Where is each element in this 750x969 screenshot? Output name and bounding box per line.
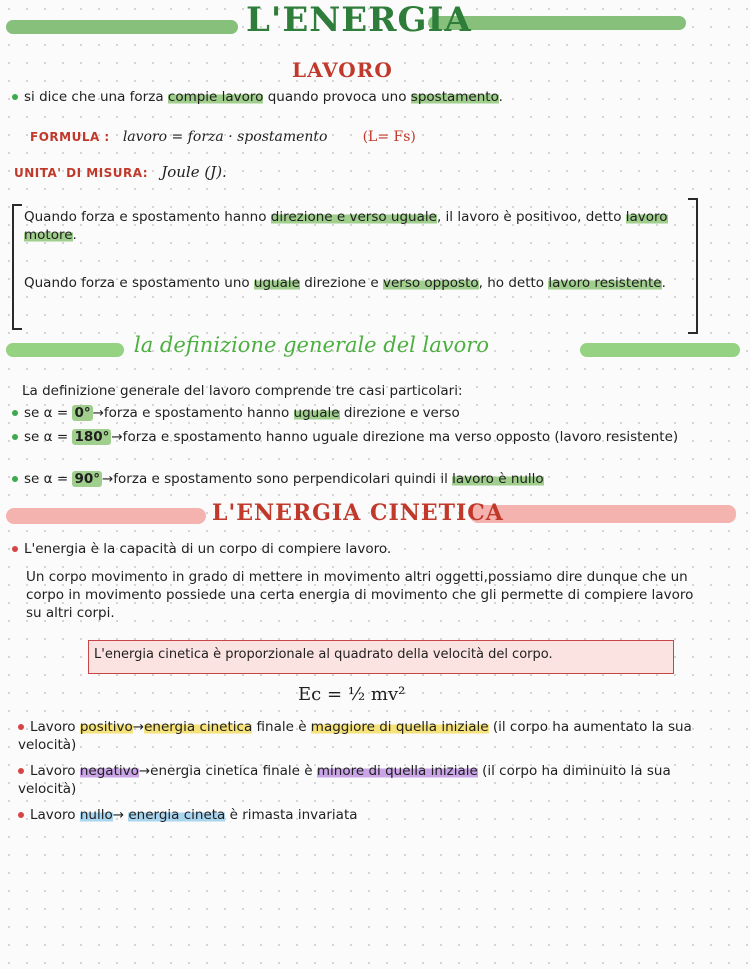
- unit-text: Joule (J).: [161, 163, 227, 181]
- highlight: nullo: [79, 807, 113, 823]
- highlight: verso opposto: [382, 275, 479, 291]
- definizione-bar-left: [6, 343, 124, 357]
- highlight: energia cinetica: [144, 719, 253, 735]
- highlight: uguale: [253, 275, 300, 291]
- highlight: lavoro motore: [24, 209, 668, 243]
- bullet-dot: [12, 476, 18, 482]
- highlight: lavoro resistente: [548, 275, 662, 291]
- bullet-dot: [18, 812, 24, 818]
- header-bar-left: [6, 20, 238, 34]
- bullet-dot: [18, 724, 24, 730]
- definizione-intro: La definizione generale del lavoro comprende tre casi particolari:: [22, 383, 463, 399]
- highlight: direzione e verso uguale: [270, 209, 437, 225]
- highlight: spostamento: [410, 89, 499, 105]
- cinetica-key-text: L'energia cinetica è proporzionale al quadrato della velocità del corpo.: [94, 647, 553, 662]
- formula-label: FORMULA :: [30, 130, 110, 144]
- highlight: compie lavoro: [167, 89, 264, 105]
- cinetica-bar-left: [6, 508, 206, 524]
- highlight: negativo: [79, 763, 139, 779]
- box-paragraph-2: Quando forza e spostamento uno uguale direzione e verso opposto, ho detto lavoro resistente.: [24, 275, 666, 291]
- highlight: minore di quella iniziale: [316, 763, 478, 779]
- angle-badge: 180°: [74, 429, 110, 445]
- case-90-degrees: se α = 90° →forza e spostamento sono perpendicolari quindi il lavoro è nullo: [12, 470, 732, 488]
- section-title-definizione: la definizione generale del lavoro: [134, 333, 489, 357]
- angle-badge: 90°: [74, 471, 100, 487]
- bullet-dot: [18, 768, 24, 774]
- box-paragraph-1: Quando forza e spostamento hanno direzione e verso uguale, il lavoro è positivoo, detto lavoro motore.: [24, 209, 668, 243]
- section-title-cinetica: L'ENERGIA CINETICA: [212, 500, 504, 526]
- case-180-degrees: se α = 180° →forza e spostamento hanno uguale direzione ma verso opposto (lavoro resistente): [12, 428, 728, 446]
- formula-short: (L= Fs): [362, 129, 416, 145]
- highlight: uguale: [293, 405, 340, 421]
- cinetica-item-positivo: Lavoro positivo→energia cinetica finale è maggiore di quella iniziale (il corpo ha aumentato la sua velocità): [18, 719, 692, 753]
- case-0-degrees: se α = 0° →forza e spostamento hanno uguale direzione e verso: [12, 404, 732, 422]
- definizione-bar-right: [580, 343, 740, 357]
- bracket-left: [12, 204, 22, 330]
- bullet-dot: [12, 546, 18, 552]
- lavoro-intro: si dice che una forza compie lavoro quando provoca uno spostamento.: [12, 88, 732, 106]
- cinetica-formula: Ec = ½ mv²: [298, 684, 406, 705]
- unit-label: UNITA' DI MISURA:: [14, 166, 149, 180]
- unit-row: [14, 162, 514, 181]
- cinetica-definition: L'energia è la capacità di un corpo di compiere lavoro.: [12, 540, 732, 558]
- highlight: maggiore di quella iniziale: [310, 719, 489, 735]
- page-title: L'ENERGIA: [246, 0, 472, 40]
- formula-row: [30, 126, 630, 145]
- cinetica-item-nullo: Lavoro nullo→ energia cineta è rimasta invariata: [18, 806, 730, 824]
- bullet-dot: [12, 410, 18, 416]
- cinetica-item-negativo: Lavoro negativo→energia cinetica finale è minore di quella iniziale (il corpo ha diminuito la sua velocità): [18, 763, 671, 797]
- highlight: positivo: [79, 719, 133, 735]
- cinetica-bar-right: [470, 505, 736, 523]
- highlight: lavoro è nullo: [452, 471, 544, 487]
- section-title-lavoro: LAVORO: [292, 58, 393, 82]
- angle-badge: 0°: [74, 405, 91, 421]
- highlight: energia cineta: [128, 807, 226, 823]
- formula-text: lavoro = forza · spostamento: [122, 129, 328, 145]
- cinetica-paragraph: Un corpo movimento in grado di mettere in movimento altri oggetti,possiamo dire dunque che un corpo in movimento possiede una certa energia di movimento che gli permette di compiere lavoro su altri corpi.: [26, 569, 694, 621]
- bullet-dot: [12, 434, 18, 440]
- bracket-right: [688, 198, 698, 334]
- bullet-dot: [12, 94, 18, 100]
